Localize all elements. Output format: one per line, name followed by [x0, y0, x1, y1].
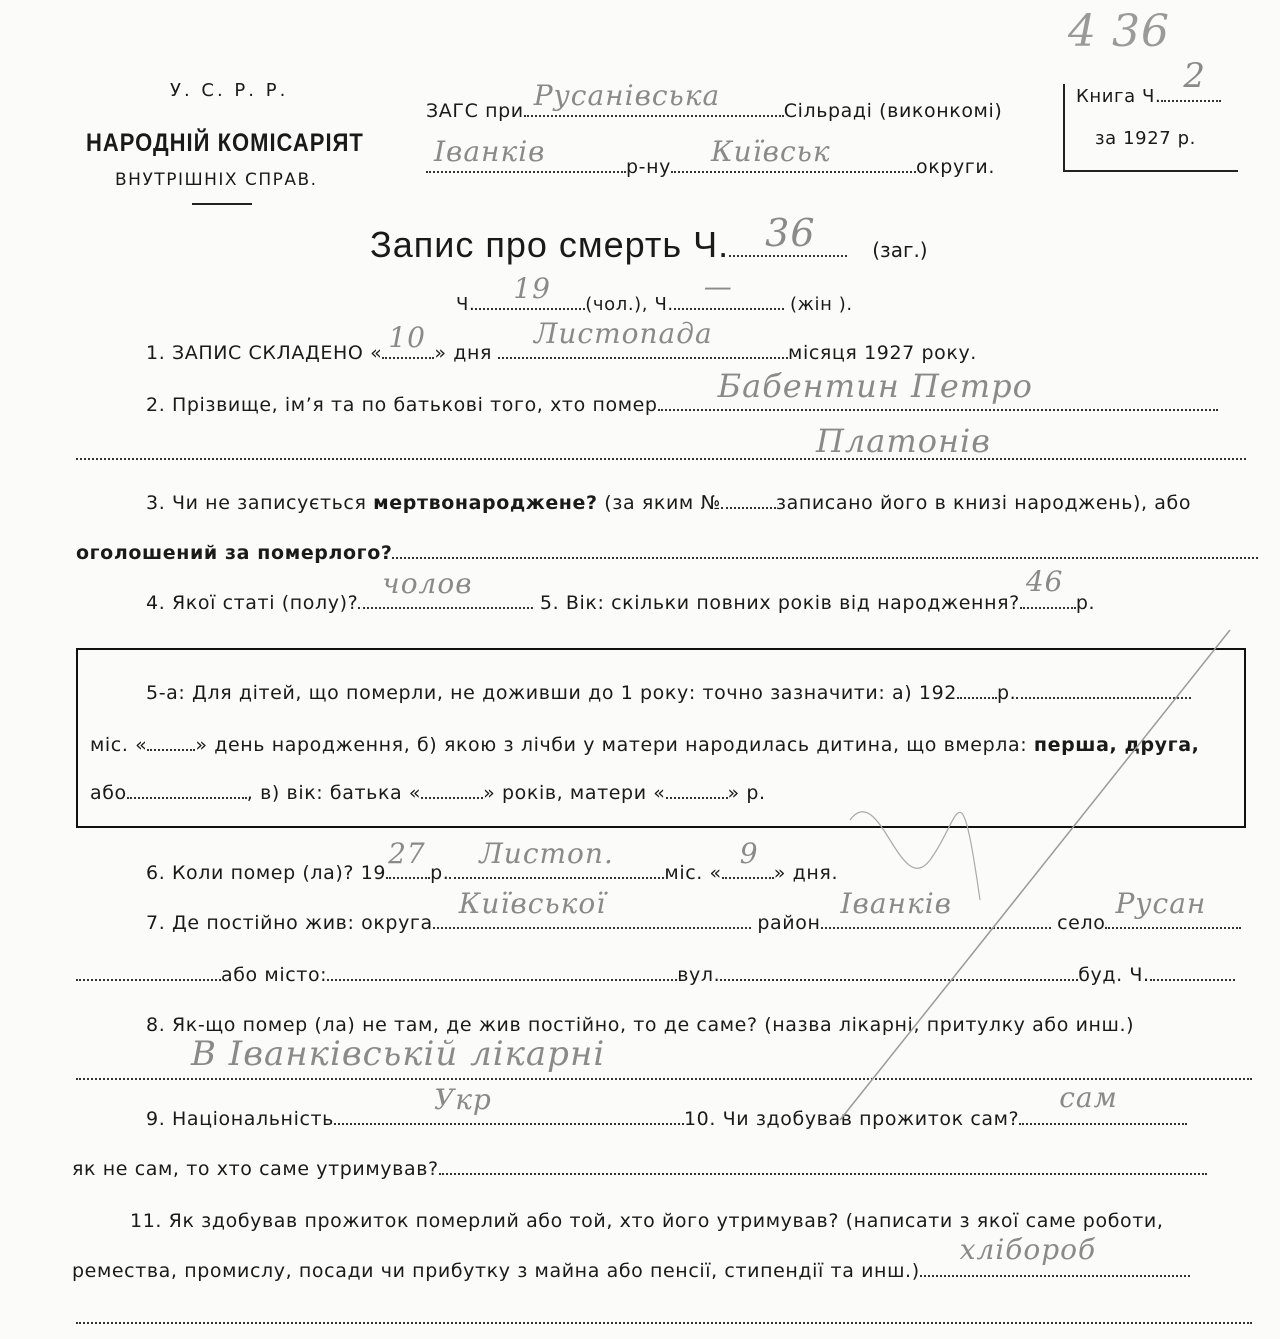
- q5a-label-1a: 5-а: Для дітей, що померли, не доживши до 1 року: точно зазначити: а) 192: [146, 682, 957, 704]
- q4-label: 4. Якої статі (полу)?: [146, 592, 359, 614]
- question-11: 11. Як здобував прожиток померлий або той, хто його утримував? (написати з якої саме роботи,: [130, 1210, 1164, 1232]
- zags-selrada-suffix: Сільраді (виконкомі): [783, 100, 1003, 122]
- q7-misto-label: або місто:: [221, 964, 328, 986]
- q7-okruga-handwritten: Київської: [458, 887, 607, 920]
- q2-name-handwritten: Бабентин Петро: [717, 367, 1033, 405]
- q7-selo-label: село: [1057, 912, 1106, 934]
- question-8: 8. Як-що помер (ла) не там, де жив постійно, то де саме? (назва лікарні, притулку або инш.): [146, 1014, 1135, 1036]
- q1-month-handwritten: Листопада: [534, 317, 713, 350]
- q3-declared-dead: оголошений за померлого?: [76, 542, 393, 564]
- q3-stillborn: мертвонароджене?: [373, 492, 598, 514]
- q1-day-handwritten: 10: [388, 321, 426, 354]
- book-number-handwritten: 2: [1183, 56, 1206, 96]
- female-count-label: (жін ).: [790, 294, 853, 315]
- q5a-birth-order: перша, друга,: [1033, 734, 1200, 756]
- q3-label-a: 3. Чи не записується: [146, 492, 367, 514]
- q5a-label-1b: р.: [996, 682, 1017, 704]
- q5a-label-2a: міс. «: [90, 734, 148, 756]
- q5-label: 5. Вік: скільки повних років від народження?: [539, 592, 1020, 614]
- q10-supporter-label: як не сам, то хто саме утримував?: [72, 1158, 439, 1180]
- male-count-label: (чол.),: [585, 294, 649, 315]
- record-number-handwritten: 36: [765, 211, 816, 255]
- male-count-handwritten: 19: [513, 272, 551, 305]
- q1-mid: » дня: [434, 342, 493, 364]
- title-suffix: (заг.): [872, 238, 928, 262]
- q5a-label-3b: , в) вік: батька «: [246, 782, 422, 804]
- q11-label-2: ремества, промислу, посади чи прибутку з майна або пенсії, стипендії та инш.): [72, 1260, 920, 1282]
- q2-label: 2. Прізвище, ім’я та по батькові того, хто помер: [146, 394, 658, 416]
- zags-selrada-handwritten: Русанівська: [533, 79, 721, 112]
- q4-sex-handwritten: чолов: [382, 567, 473, 600]
- q7-house-label: буд. Ч.: [1078, 964, 1150, 986]
- q6-month-handwritten: Листоп.: [479, 837, 614, 870]
- okruga-handwritten: Київськ: [710, 135, 831, 168]
- q5-age-suffix: р.: [1075, 592, 1096, 614]
- q2-patronymic-handwritten: Платонів: [816, 422, 991, 460]
- q3-label-c: (за яким №: [604, 492, 721, 514]
- header-internal-affairs: ВНУТРІШНІХ СПРАВ.: [115, 170, 318, 190]
- q6-day-handwritten: 9: [739, 837, 759, 870]
- book-year: за 1927 р.: [1095, 128, 1197, 149]
- q7-street-label: вул.: [677, 964, 721, 986]
- rayon-label: р-ну: [626, 156, 671, 178]
- q9-label: 9. Національність: [146, 1108, 334, 1130]
- header-ussr: У. С. Р. Р.: [170, 80, 289, 101]
- q7-selo-handwritten: Русан: [1115, 887, 1207, 920]
- corner-handwritten-number: 4 36: [1068, 6, 1170, 57]
- rayon-handwritten: Іванків: [434, 135, 546, 168]
- q6-suffix: » дня.: [773, 862, 839, 884]
- q5a-label-2b: » день народження, б) якою з лічби у матери народилась дитина, що вмерла:: [195, 734, 1028, 756]
- q9-nationality-handwritten: Укр: [433, 1083, 492, 1116]
- q5a-label-3d: » р.: [727, 782, 766, 804]
- q11-occupation-handwritten: хлібороб: [959, 1233, 1097, 1266]
- q7-rayon-handwritten: Іванків: [840, 887, 952, 920]
- female-count-handwritten: —: [703, 270, 733, 303]
- q6-month-label: міс. «: [664, 862, 722, 884]
- q6-year-handwritten: 27: [388, 837, 426, 870]
- header-commissariat: НАРОДНІЙ КОМІСАРІЯТ: [86, 128, 364, 157]
- q1-label: 1. ЗАПИС СКЛАДЕНО «: [146, 342, 383, 364]
- zags-prefix: ЗАГС при: [426, 100, 524, 122]
- q10-handwritten: сам: [1059, 1081, 1118, 1114]
- q5a-label-3a: або: [90, 782, 127, 804]
- q7-rayon-label: район: [757, 912, 821, 934]
- female-count-label-prefix: Ч.: [654, 294, 674, 315]
- q8-place-handwritten: В Іванківській лікарні: [191, 1034, 606, 1074]
- okruga-label: округи.: [915, 156, 995, 178]
- male-count-label-prefix: Ч.: [456, 294, 476, 315]
- q1-suffix: місяця 1927 року.: [788, 342, 977, 364]
- q6-year-suffix: р.: [430, 862, 450, 884]
- book-label: Книга Ч.: [1076, 86, 1162, 107]
- q10-label: 10. Чи здобував прожиток сам?: [683, 1108, 1020, 1130]
- q3-label-d: записано його в книзі народжень), або: [775, 492, 1192, 514]
- q7-label: 7. Де постійно жив: округа: [146, 912, 433, 934]
- q5a-label-3c: » років, матери «: [483, 782, 666, 804]
- q6-label: 6. Коли помер (ла)? 19: [146, 862, 387, 884]
- page-title: Запис про смерть Ч.: [370, 224, 730, 265]
- q5-age-handwritten: 46: [1025, 565, 1064, 598]
